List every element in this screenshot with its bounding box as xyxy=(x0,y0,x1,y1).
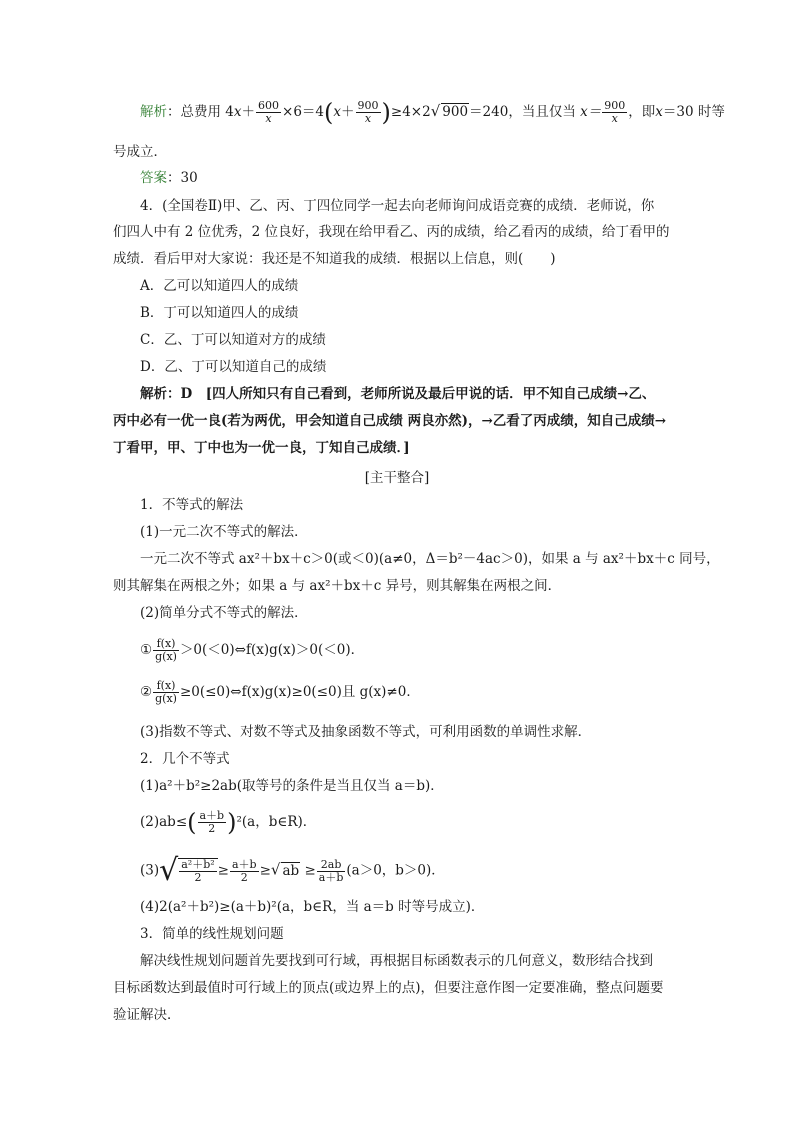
frac-den xyxy=(602,113,627,125)
solution-4-line-2: 丙中必有一优一良(若为两优，甲会知道自己成绩 两良亦然)，→乙看了丙成绩，知自己成绩→ xyxy=(113,413,667,429)
s2-title: 2．几个不等式 xyxy=(140,751,230,767)
fraction-a-plus-b-2 xyxy=(198,810,227,835)
frac-num: 2ab xyxy=(317,859,346,872)
frac-den xyxy=(356,113,381,125)
left-paren: ( xyxy=(324,98,334,127)
section-title: [主干整合] xyxy=(364,470,430,486)
fraction-fx-gx-2 xyxy=(153,680,179,705)
var-x: x xyxy=(233,104,242,120)
frac-den xyxy=(256,113,281,125)
s2-item-2 xyxy=(140,810,316,835)
frac-den-var: x xyxy=(611,112,618,125)
right-paren: ) xyxy=(227,808,237,837)
sqrt-ab: ab xyxy=(282,862,300,879)
frac-num: f(x) xyxy=(153,638,179,651)
s3-line-1: 解决线性规划问题首先要找到可行域，再根据目标函数表示的几何意义，数形结合找到 xyxy=(140,953,653,969)
s3-line-3: 验证解决． xyxy=(113,1007,181,1023)
plus-sign: ＋ xyxy=(241,104,256,120)
fraction-900-x-2 xyxy=(602,100,627,125)
s1-case-2 xyxy=(140,680,420,705)
ge-1: ≥ xyxy=(217,862,229,879)
eq-240: ＝240，当且仅当 xyxy=(469,104,576,120)
s1-p1-body-1: 一元二次不等式 ax²＋bx＋c＞0(或＜0)(a≠0，Δ＝b²－4ac＞0)，如果 a 与 ax²＋bx＋c 同号， xyxy=(140,551,720,567)
ge-text: ≥4×2 xyxy=(390,104,431,120)
solution-4-line-1: 解析：D [四人所知只有自己看到，老师所说及最后甲说的话．甲不知自己成绩→乙、 xyxy=(140,386,656,402)
item-3-post: (a＞0，b＞0)． xyxy=(346,862,445,879)
s2-item-3 xyxy=(140,853,445,888)
s1-title: 1．不等式的解法 xyxy=(140,497,244,513)
big-sqrt xyxy=(159,853,218,888)
case-1-mark: ① xyxy=(140,642,153,658)
fraction-fx-gx xyxy=(153,638,179,663)
s3-line-2: 目标函数达到最值时可行域上的顶点(或边界上的点)，但要注意作图一定要准确，整点问题要 xyxy=(113,980,664,996)
solution-label: 解析 xyxy=(140,104,167,120)
item-2-pre: (2)ab≤ xyxy=(140,814,188,830)
plus-sign-2: ＋ xyxy=(341,104,355,120)
s3-title: 3．简单的线性规划问题 xyxy=(140,926,284,942)
frac-num: 900 xyxy=(357,99,379,112)
s1-p3: (3)指数不等式、对数不等式及抽象函数不等式，可利用函数的单调性求解． xyxy=(140,724,592,740)
tail-text: ＝30 时等 xyxy=(662,104,725,120)
ge-3: ≥ xyxy=(304,862,316,879)
ge-2: ≥ xyxy=(259,862,271,879)
s1-p1-body-2: 则其解集在两根之外；如果 a 与 ax²＋bx＋c 异号，则其解集在两根之间． xyxy=(113,578,562,594)
sqrt-icon: √ xyxy=(159,853,179,888)
fraction-900-x xyxy=(356,100,381,125)
frac-den-var: x xyxy=(364,112,372,125)
solution-3-line-1 xyxy=(140,100,725,125)
fraction-600-x xyxy=(256,100,281,125)
option-a: A．乙可以知道四人的成绩 xyxy=(140,278,299,294)
sqrt-900: 900 xyxy=(442,104,469,120)
question-4-line-1: 4．(全国卷Ⅱ)甲、乙、丙、丁四位同学一起去向老师询问成语竞赛的成绩．老师说，你 xyxy=(140,198,655,214)
frac-den: 2 xyxy=(208,822,216,835)
frac-den: g(x) xyxy=(155,692,177,705)
frac-num: a²＋b² xyxy=(181,858,215,871)
item-3-pre: (3) xyxy=(140,862,160,879)
frac-num: f(x) xyxy=(153,680,179,693)
question-4-line-2: 们四人中有 2 位优秀，2 位良好，我现在给甲看乙、丙的成绩，给乙看丙的成绩，给丁看甲的 xyxy=(113,224,670,240)
case-2-rest: ≥0(≤0)⇔f(x)g(x)≥0(≤0)且 g(x)≠0． xyxy=(179,684,420,700)
option-b: B．丁可以知道四人的成绩 xyxy=(140,305,299,321)
question-4-line-3: 成绩．看后甲对大家说：我还是不知道我的成绩．根据以上信息，则( ) xyxy=(113,251,556,267)
option-d: D．乙、丁可以知道自己的成绩 xyxy=(140,359,327,375)
comma-then: ，即 xyxy=(628,104,656,120)
solution-4-line-3: 丁看甲，甲、丁中也为一优一良，丁知自己成绩．] xyxy=(113,440,410,456)
solution-3-line-2: 号成立． xyxy=(113,144,167,160)
sqrt-icon: √ xyxy=(430,102,441,120)
sqrt-icon: √ xyxy=(270,860,281,879)
case-2-mark: ② xyxy=(140,684,153,700)
answer-value: ：30 xyxy=(167,170,198,186)
solution-text: ：总费用 4 xyxy=(167,104,234,120)
s2-item-1: (1)a²＋b²≥2ab(取等号的条件是当且仅当 a＝b)． xyxy=(140,778,444,794)
var-x-2: x xyxy=(333,104,342,120)
s1-case-1 xyxy=(140,638,364,663)
item-2-post: ²(a，b∈R)． xyxy=(236,814,317,830)
frac-num: 600 xyxy=(258,99,280,112)
option-c: C．乙、丁可以知道对方的成绩 xyxy=(140,332,326,348)
fraction-rms xyxy=(179,859,216,884)
x-eq: x＝ xyxy=(580,104,602,120)
s1-p2: (2)简单分式不等式的解法． xyxy=(140,605,308,621)
frac-den-var: x xyxy=(265,112,272,125)
frac-den: 2 xyxy=(240,870,248,884)
frac-num: a＋b xyxy=(199,809,225,822)
answer-3 xyxy=(140,168,198,188)
frac-den: 2 xyxy=(194,871,202,884)
answer-label: 答案 xyxy=(140,170,167,186)
case-1-rest: ＞0(＜0)⇔f(x)g(x)＞0(＜0)． xyxy=(179,642,365,658)
times-six: ×6＝4 xyxy=(282,104,325,120)
right-paren: ) xyxy=(381,98,391,127)
var-x-3: x xyxy=(655,104,663,120)
frac-num: 900 xyxy=(604,99,626,112)
frac-num: a＋b xyxy=(231,857,257,871)
frac-den: a＋b xyxy=(318,870,344,884)
left-paren: ( xyxy=(187,808,197,837)
frac-den: g(x) xyxy=(155,650,177,663)
fraction-hm xyxy=(317,859,346,884)
sqrt-inner xyxy=(178,858,217,884)
s1-p1: (1)一元二次不等式的解法． xyxy=(140,524,308,540)
s2-item-4: (4)2(a²＋b²)≥(a＋b)²(a，b∈R，当 a＝b 时等号成立)． xyxy=(140,899,485,915)
fraction-am xyxy=(230,859,259,884)
